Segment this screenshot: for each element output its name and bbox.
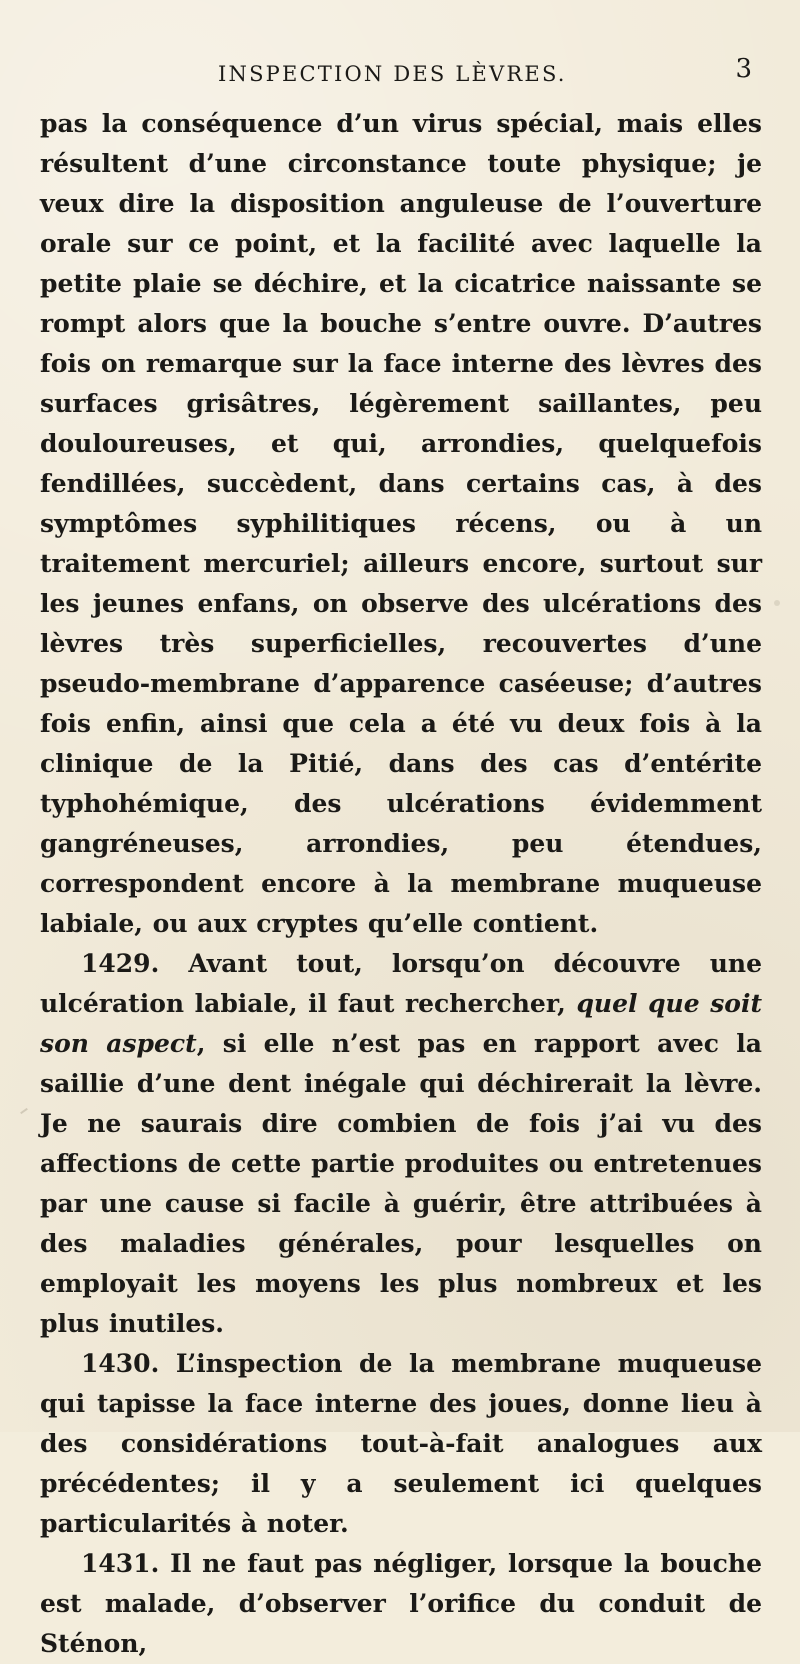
paper-mark <box>20 1108 28 1114</box>
paragraph-1429-end: , si elle n’est pas en rapport avec la saillie d’une dent inégale qui déchirerait la lèvre. Je ne saurais dire combien de fois j’ai vu des affections de cette partie produites ou entretenues par une cause si facile à guérir, être attribuées à des maladies générales, pour lesquelles on employait les moyens les plus nombreux et les plus inutiles. <box>40 1029 763 1338</box>
paragraph-1429-italic-phrase: quel que soit son aspect <box>40 989 762 1058</box>
page-header <box>40 54 762 94</box>
paragraph-1430: 1430. L’inspection de la membrane muqueuse qui tapisse la face interne des joues, donne lieu à des considérations tout-à-fait analogues aux précédentes; il y a seulement ici quelques particularités à noter. <box>40 1349 762 1538</box>
paper-speck <box>774 600 780 606</box>
paragraph-1429 <box>40 944 762 1344</box>
running-title: INSPECTION DES LÈVRES. <box>218 62 567 86</box>
page-number: 3 <box>735 54 752 84</box>
main-text <box>40 104 762 1664</box>
paragraph-1431: 1431. Il ne faut pas négliger, lorsque la bouche est malade, d’observer l’orifice du conduit de Sténon, <box>40 1549 762 1658</box>
paragraph-1: pas la conséquence d’un virus spécial, mais elles résultent d’une circonstance toute physique; je veux dire la disposition anguleuse de l’ouverture orale sur ce point, et la facilité avec laquelle la petite plaie se déchire, et la cicatrice naissante se rompt alors que la bouche s’entre ouvre. D’autres fois on remarque sur la face interne des lèvres des surfaces grisâtres, légèrement saillantes, peu douloureuses, et qui, arrondies, quelquefois fendillées, succèdent, dans certains cas, à des symptômes syphilitiques récens, ou à un traitement mercuriel; ailleurs encore, surtout sur les jeunes enfans, on observe des ulcérations des lèvres très superficielles, recouvertes d’une pseudo-membrane d’apparence caséeuse; d’autres fois enfin, ainsi que cela a été vu deux fois à la clinique de la Pitié, dans des cas d’entérite typhohémique, des ulcérations évidemment gangréneuses, arrondies, peu étendues, correspondent encore à la membrane muqueuse labiale, ou aux cryptes qu’elle contient. <box>40 109 762 938</box>
paragraph-1429-start: 1429. Avant tout, lorsqu’on découvre une ulcération labiale, il faut rechercher, <box>40 949 762 1018</box>
